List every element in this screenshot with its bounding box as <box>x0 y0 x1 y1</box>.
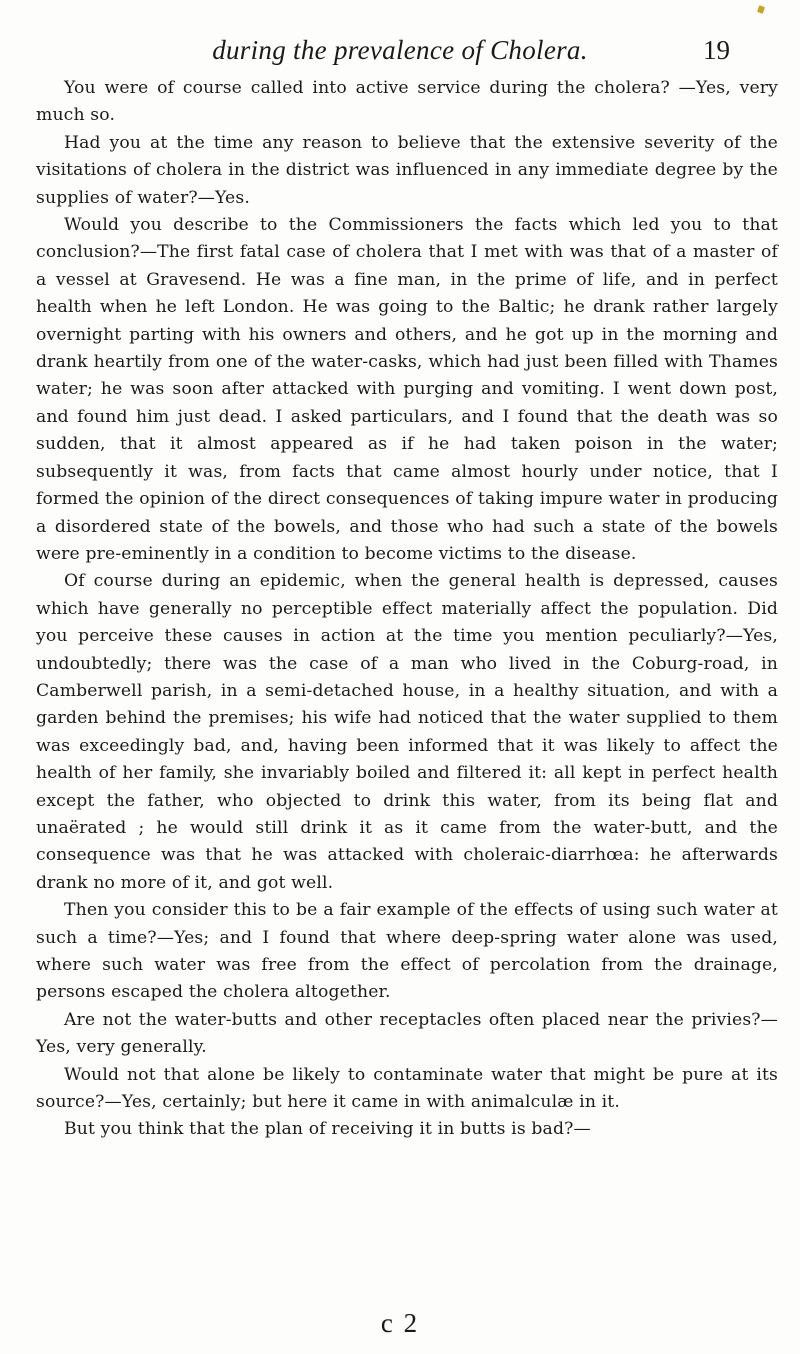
signature-mark: c 2 <box>380 1308 420 1338</box>
paragraph-3: Would you describe to the Commissioners the facts which led you to that conclusion?—The first fatal case of cholera that I met with was that of a master of a vessel at Gravesend. He was a fine man, in the prime of life, and in perfect health when he left London. He was going to the Baltic; he drank rather largely overnight parting with his owners and others, and he got up in the morning and drank heartily from one of the water-casks, which had just been filled with Thames water; he was soon after attacked with purging and vomiting. I went down post, and found him just dead. I asked particulars, and I found that the death was so sudden, that it almost appeared as if he had taken poison in the water; subsequently it was, from facts that came almost hourly under notice, that I formed the opinion of the direct consequences of taking impure water in producing a disordered state of the bowels, and those who had such a state of the bowels were pre-eminently in a condition to become victims to the disease. <box>36 215 778 564</box>
running-head <box>60 30 740 70</box>
body-text <box>36 75 778 1144</box>
page-number: 19 <box>703 35 730 65</box>
paragraph-7: Would not that alone be likely to contaminate water that might be pure at its source?—Yes, certainly; but here it came in with animalculæ in it. <box>36 1064 778 1113</box>
paragraph-5: Then you consider this to be a fair example of the effects of using such water at such a time?—Yes; and I found that where deep-spring water alone was used, where such water was free from the effect of percolation from the drainage, persons escaped the cholera altogether. <box>36 900 778 1003</box>
paragraph-2: Had you at the time any reason to believe that the extensive severity of the visitations of cholera in the district was influenced in any immediate degree by the supplies of water?—Yes. <box>36 132 778 208</box>
paragraph-4: Of course during an epidemic, when the general health is depressed, causes which have generally no perceptible effect materially affect the population. Did you perceive these causes in action at the time you mention peculiarly?—Yes, undoubtedly; there was the case of a man who lived in the Coburg-road, in Camberwell parish, in a semi-detached house, in a healthy situation, and with a garden behind the premises; his wife had noticed that the water supplied to them was exceedingly bad, and, having been informed that it was likely to affect the health of her family, she invariably boiled and filtered it: all kept in perfect health except the father, who objected to drink this water, from its being flat and unaërated ; he would still drink it as it came from the water-butt, and the consequence was that he was attacked with choleraic-diarrhœa: he afterwards drank no more of it, and got well. <box>36 571 778 893</box>
running-title: during the prevalence of Cholera. <box>212 35 588 65</box>
paragraph-1: You were of course called into active service during the cholera? —Yes, very much so. <box>36 78 778 126</box>
ink-speck <box>757 5 765 14</box>
paragraph-6: Are not the water-butts and other receptacles often placed near the privies?—Yes, very generally. <box>36 1009 778 1058</box>
paragraph-8: But you think that the plan of receiving it in butts is bad?— <box>64 1119 591 1140</box>
